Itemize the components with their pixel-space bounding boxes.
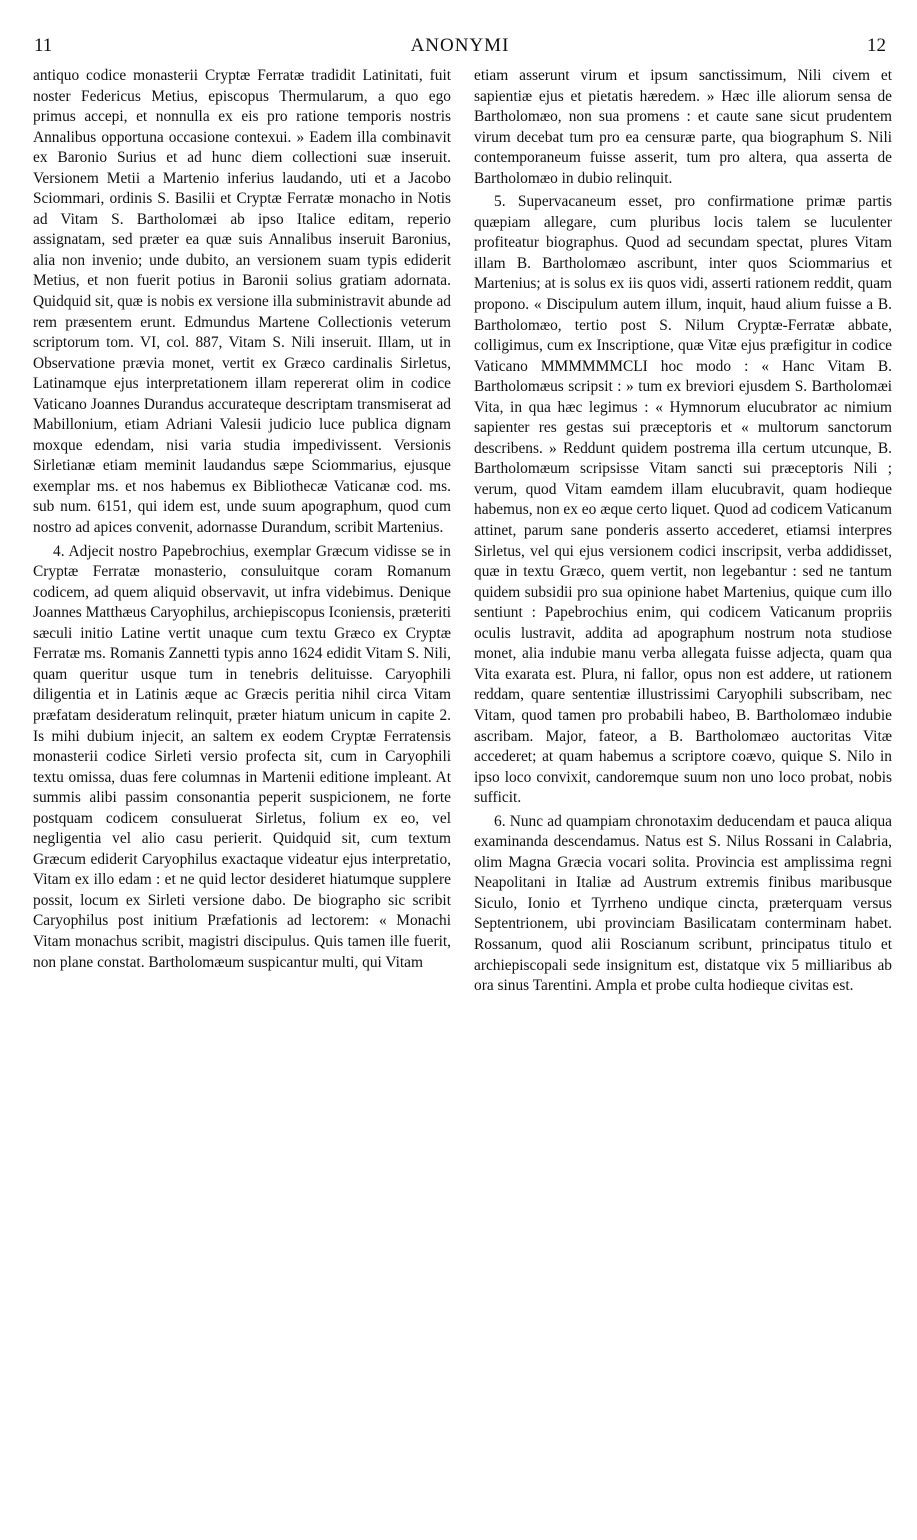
page-number-right: 12 — [867, 35, 886, 56]
page-number-left: 11 — [34, 35, 53, 56]
left-column — [33, 66, 451, 973]
right-column — [474, 66, 892, 997]
paragraph-4-continued: etiam asserunt virum et ipsum sanctissimum, Nili civem et sapientiæ ejus et pietatis hæredem. » Hæc ille aliorum sensa de Bartholomæo, non sua promens : et caute sane sicut prudentem virum decebat tum pro ea censuræ parte, qua biographum S. Nili contemporaneum fuisse asserit, tum pro altera, qua asserta de Bartholomæo in dubio relinquit. — [474, 67, 892, 187]
running-header — [34, 34, 886, 58]
paragraph-5: 5. Supervacaneum esset, pro confirmatione primæ partis quæpiam allegare, cum pluribus locis talem se luculenter profiteatur biographus. Quod ad secundam spectat, plures Vitam illam B. Bartholomæo ascribunt, inter quos Sciommarius et Martenius; at is solus ex iis quos vidi, asserti rationem reddit, quam propono. « Discipulum autem illum, inquit, haud alium fuisse a B. Bartholomæo, tertio post S. Nilum Cryptæ-Ferratæ abbate, colligimus, cum ex Inscriptione, quæ Vitæ ejus præfigitur in codice Vaticano MMMMMMCLI hoc modo : « Hanc Vitam B. Bartholomæus scripsit : » tum ex breviori ejusdem S. Bartholomæi Vita, in qua hæc legimus : « Hymnorum elucubrator ac nimium sapienter res gestas sui præceptoris et « multorum sanctorum describens. » Reddunt quidem postrema illa certum utcunque, B. Bartholomæum scripsisse Vitam sancti sui præceptoris Nili ; verum, quod Vitam eamdem illam elucubravit, quam hodieque habemus, non ex eo æque certo liquet. Quod ad codicem Vaticanum attinet, parum sane ponderis asserto accederet, etiamsi interpres Sirletus, vel qui ejus versionem codici inscripsit, verba addidisset, quæ in textu Græco, quem vertit, non legebantur : sed ne tantum quidem subsidii pro sua opinione habet Martenius, quique cum illo sentiunt : Papebrochius enim, qui codicem Vaticanum propriis oculis lustravit, addita ad apographum nostrum nota studiose monet, alia indubie manu verba allegata fuisse adjecta, quam qua Vita exarata est. Plura, ni fallor, opus non est addere, ut rationem reddam, quare sententiæ illustrissimi Caryophili subscribam, nec Vitam, quod tamen pro probabili habeo, B. Bartholomæo indubie ascribam. Major, fateor, a B. Bartholomæo auctoritas Vitæ accederet; at quam habemus a scriptore coævo, quique S. Nilo in ipso loco convixit, candoremque suum non uno loco probat, nobis sufficit. — [474, 193, 892, 807]
paragraph-6: 6. Nunc ad quampiam chronotaxim deducendam et pauca aliqua examinanda descendamus. Natus est S. Nilus Rossani in Calabria, olim Magna Græcia vocari solita. Provincia est amplissima regni Neapolitani in Italiæ ad Austrum extremis finibus maribusque Siculo, Ionio et Tyrrheno undique cincta, præterquam versus Septentrionem, ubi provinciam Basilicatam conterminam habet. Rossanum, quod alii Roscianum scribunt, principatus titulo et archiepiscopali sede insignitum est, distatque vix 5 milliaribus ab ora sinus Tarentini. Ampla et probe culta hodieque civitas est. — [474, 812, 892, 995]
running-title: ANONYMI — [410, 35, 510, 56]
paragraph-3-continued: antiquo codice monasterii Cryptæ Ferratæ tradidit Latinitati, fuit noster Federicus Metius, episcopus Thermularum, a quo ego primus accepi, et nonnulla ex eis pro ratione temporis nostris Annalibus opportuna occasione contexui. » Eadem illa combinavit ex Baronio Surius et ad hunc diem collectioni suæ inseruit. Versionem Metii a Martenio inferius laudando, uti et a Jacobo Sciommari, ordinis S. Basilii et Cryptæ Ferratæ monacho in Notis ad Vitam S. Bartholomæi ab ipso Italice editam, reperio assignatam, sed præter ea quæ suis Annalibus inseruit Baronius, alia non invenio; unde dubito, an versionem suam typis ediderit Metius, et non fuerit potius in Baronii solius gratiam adornata. Quidquid sit, quæ is nobis ex versione illa subministravit abunde ad rem præsentem erunt. Edmundus Martene Collectionis veterum scriptorum tom. VI, col. 887, Vitam S. Nili inseruit. Illam, ut in Observatione prævia monet, vertit ex Græco cardinalis Sirletus, Latinamque ejus interpretationem illam repererat olim in codice Vaticano Joannes Durandus accurateque descriptam transmiserat ad Mabillonium, etiam Adriani Valesii judicio luce publica dignam moxque edendam, nisi varia studia impedivissent. Versionis Sirletianæ etiam meminit laudandus sæpe Sciommarius, ejusque exemplar ms. et nos habemus ex Bibliothecæ Vaticanæ cod. ms. sub num. 6151, qui idem est, unde suum apographum, quod cum nostro ad apices convenit, adornasse Durandum, scribit Martenius. — [33, 67, 451, 537]
paragraph-4: 4. Adjecit nostro Papebrochius, exemplar Græcum vidisse se in Cryptæ Ferratæ monasterio, consuluitque coram Romanum codicem, ad quem aliquid observavit, ut infra videbimus. Denique Joannes Matthæus Caryophilus, archiepiscopus Iconiensis, præteriti sæculi initio Latine vertit unaque cum textu Græco ex Cryptæ Ferratæ ms. Romanis Zannetti typis anno 1624 edidit Vitam S. Nili, quam queritur usque tum in tenebris delituisse. Caryophili diligentia et in Latinis æque ac Græcis peritia nihil circa Vitam præfatam desideratum relinquit, præter hiatum unicum in capite 2. Is mihi dubium injecit, an saltem ex eodem Cryptæ Ferratensis monasterii codice Sirleti versio profecta sit, cum in Caryophili textu omissa, duas fere columnas in Martenii editione impleant. At summis alibi passim consonantia peperit suspicionem, ne forte postquam codicem consuluerat Sirletus, folium ex eo, vel negligentia vel alio casu perierit. Quidquid sit, cum textum Græcum ediderit Caryophilus exactaque videatur ejus interpretatio, Vitam ex illo edam : et ne quid lector desideret hiatumque supplere possit, locum ex Sirleti versione dabo. De biographo sic scribit Caryophilus post initium Præfationis ad lectorem: « Monachi Vitam monachus scribit, magistri discipulus. Quis tamen ille fuerit, non plane constat. Bartholomæum suspicantur multi, qui Vitam — [33, 542, 451, 971]
